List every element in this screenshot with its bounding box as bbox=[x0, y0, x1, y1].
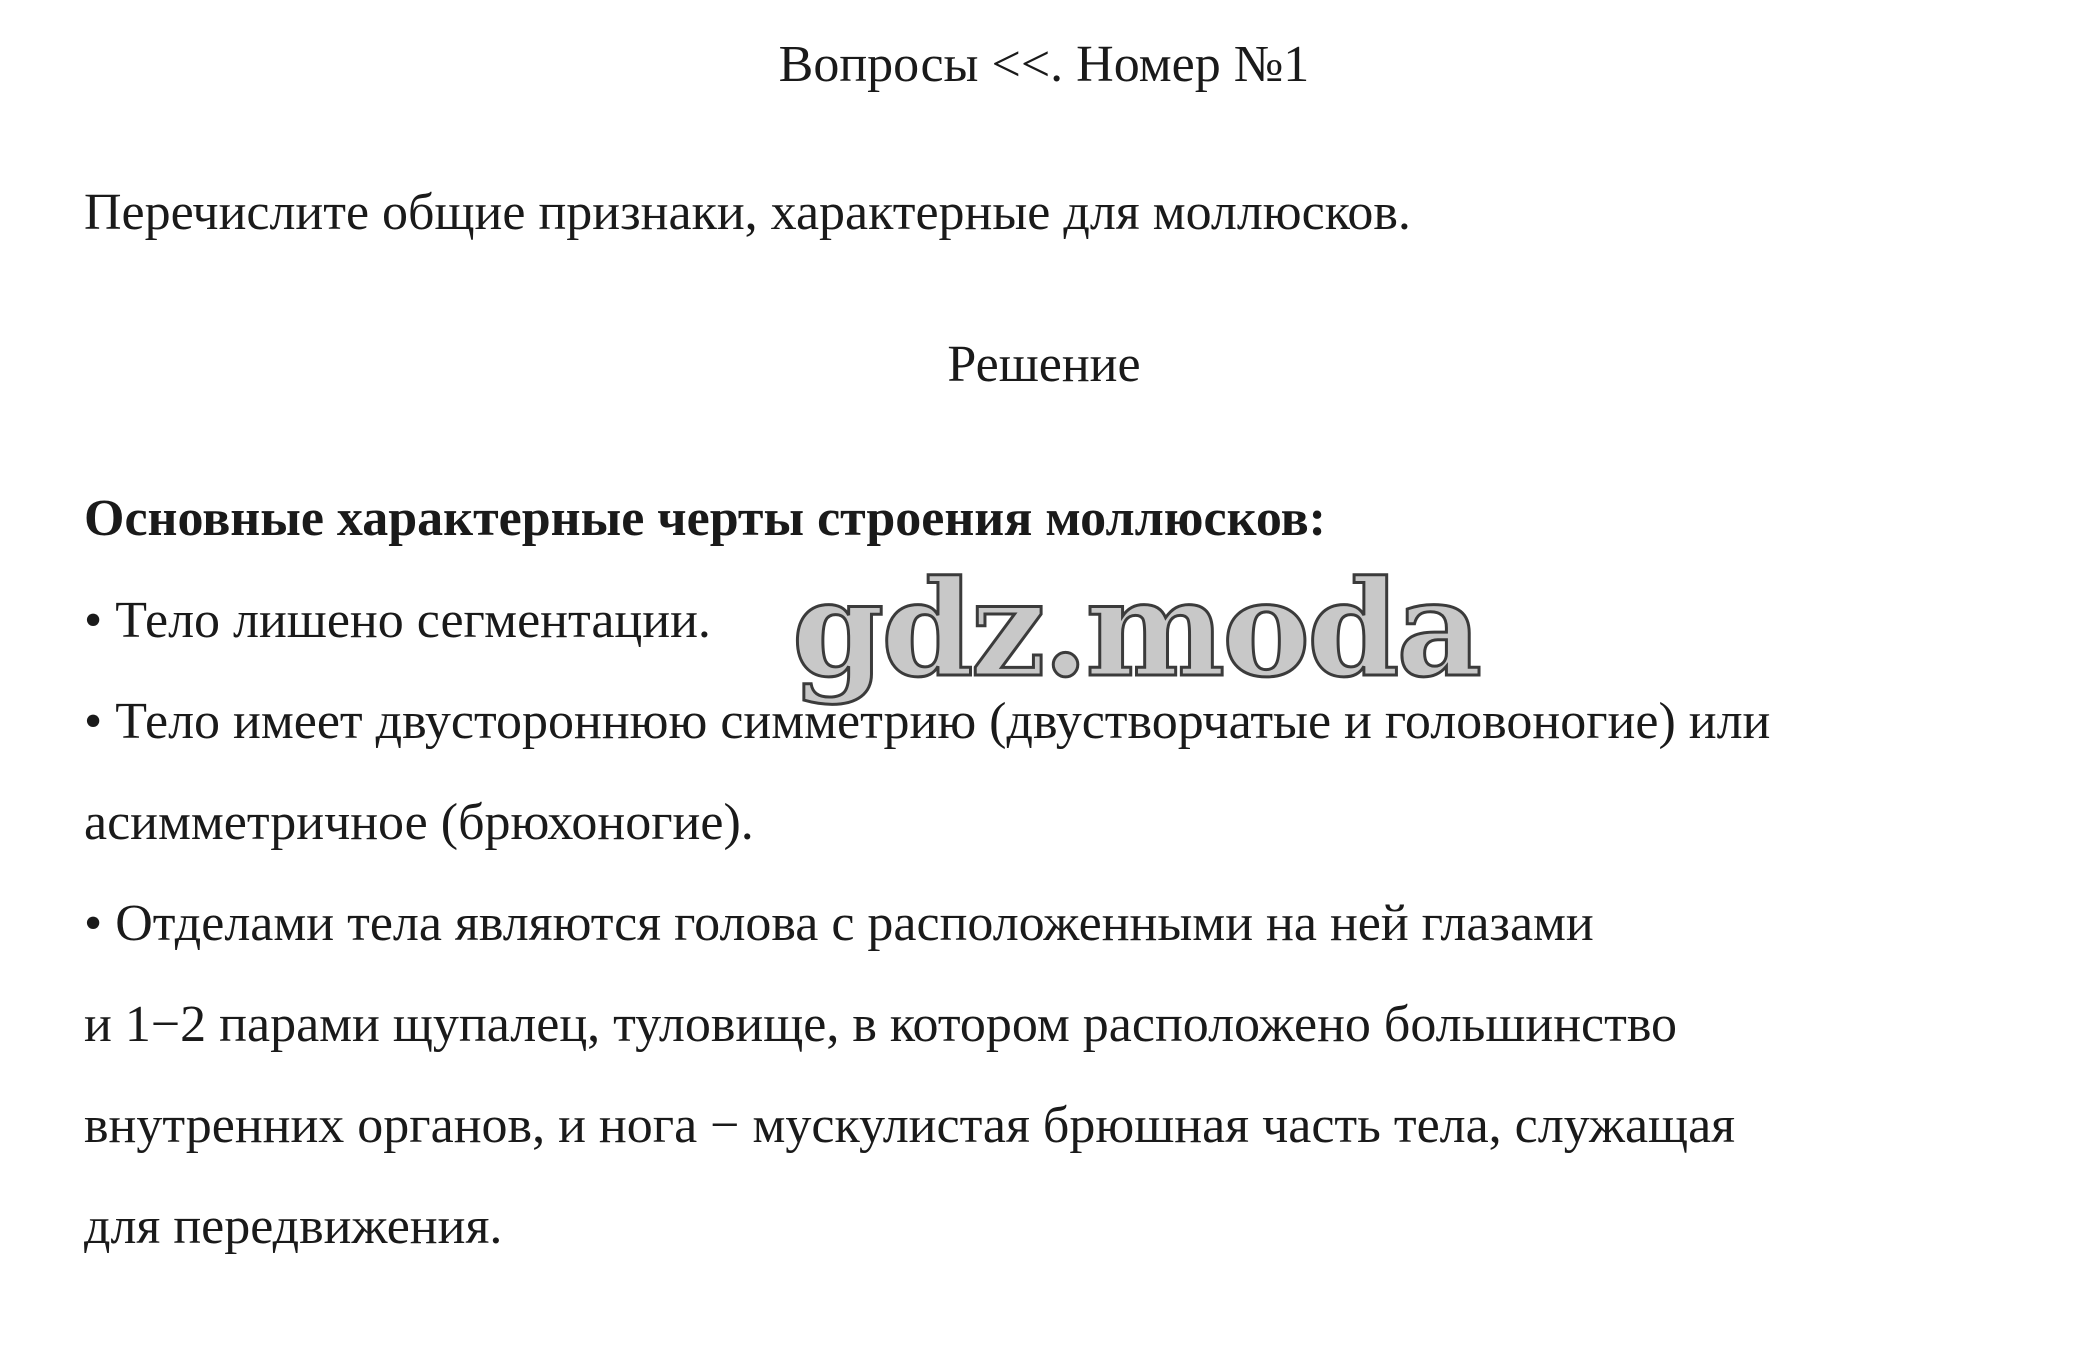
question-text: Перечислите общие признаки, характерные для моллюсков. bbox=[84, 184, 1411, 241]
answer-line: асимметричное (брюхоногие). bbox=[84, 794, 754, 851]
site-watermark: gdz.moda bbox=[792, 552, 1480, 707]
answer-line: внутренних органов, и нога − мускулистая брюшная часть тела, служащая bbox=[84, 1097, 1736, 1154]
answer-line: • Тело имеет двустороннюю симметрию (двустворчатые и головоногие) или bbox=[84, 693, 1771, 750]
answer-title: Основные характерные черты строения моллюсков: bbox=[84, 490, 1326, 547]
solution-heading: Решение bbox=[947, 336, 1141, 393]
answer-line: • Тело лишено сегментации. bbox=[84, 592, 711, 649]
answer-line: и 1−2 парами щупалец, туловище, в котором расположено большинство bbox=[84, 996, 1678, 1053]
page-title: Вопросы <<. Номер №1 bbox=[778, 36, 1310, 93]
answer-line: • Отделами тела являются голова с расположенными на ней глазами bbox=[84, 895, 1594, 952]
answer-line: для передвижения. bbox=[84, 1198, 503, 1255]
